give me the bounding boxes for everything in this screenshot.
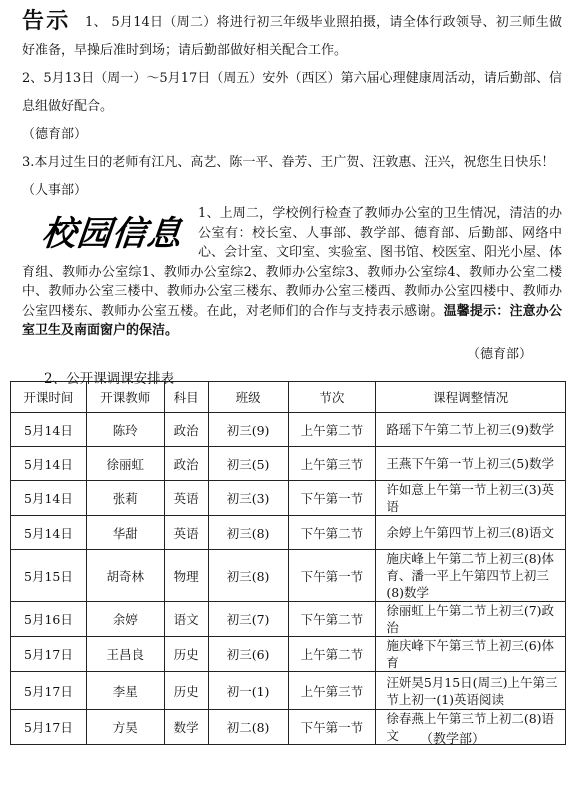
cell-adjustment: 汪妍昊5月15日(周三)上午第三节上初一(1)英语阅读 xyxy=(376,672,566,710)
cell-date: 5月17日 xyxy=(11,637,87,672)
cell-class: 初三(6) xyxy=(208,637,288,672)
notice-item-1 xyxy=(22,8,562,65)
campus-info-signature: （德育部） xyxy=(466,346,532,362)
schedule-table xyxy=(10,381,566,745)
notice-item-2-signature: （德育部） xyxy=(22,127,88,142)
notice-item-1-text: 1、 5月14日（周二）将进行初三年级毕业照拍摄，请全体行政领导、初三师生做好准备，早操后准时到场；请后勤部做好相关配合工作。 xyxy=(22,15,562,58)
cell-period: 下午第二节 xyxy=(288,602,376,637)
campus-info-tip: 温馨提示：注意办公室卫生及南面窗户的保洁。 xyxy=(22,303,562,338)
cell-period: 下午第一节 xyxy=(288,710,376,745)
cell-subject: 历史 xyxy=(164,637,208,672)
cell-class: 初三(8) xyxy=(208,550,288,602)
table-row xyxy=(11,550,566,602)
cell-period: 上午第二节 xyxy=(288,637,376,672)
notice-item-2: 2、5月13日（周一）～5月17日（周五）安外（西区）第六届心理健康周活动，请后勤部、信息组做好配合。 xyxy=(22,71,562,114)
cell-subject: 政治 xyxy=(164,413,208,447)
header-adjustment: 课程调整情况 xyxy=(376,382,566,413)
cell-period: 上午第三节 xyxy=(288,672,376,710)
cell-date: 5月17日 xyxy=(11,710,87,745)
cell-adjustment: 许如意上午第一节上初三(3)英语 xyxy=(376,481,566,516)
cell-period: 下午第一节 xyxy=(288,481,376,516)
cell-teacher: 陈玲 xyxy=(86,413,164,447)
cell-subject: 政治 xyxy=(164,447,208,481)
cell-teacher: 李星 xyxy=(86,672,164,710)
cell-period: 上午第二节 xyxy=(288,413,376,447)
notice-heading: 告示 xyxy=(22,9,71,34)
table-row xyxy=(11,447,566,481)
header-class: 班级 xyxy=(208,382,288,413)
cell-date: 5月17日 xyxy=(11,672,87,710)
cell-subject: 语文 xyxy=(164,602,208,637)
header-teacher: 开课教师 xyxy=(86,382,164,413)
header-period: 节次 xyxy=(288,382,376,413)
cell-class: 初三(8) xyxy=(208,516,288,550)
cell-period: 下午第二节 xyxy=(288,516,376,550)
cell-date: 5月14日 xyxy=(11,481,87,516)
cell-adjustment: 施庆峰下午第三节上初三(6)体育 xyxy=(376,637,566,672)
cell-subject: 英语 xyxy=(164,516,208,550)
cell-adjustment: 徐春燕上午第三节上初二(8)语文 xyxy=(376,710,566,745)
cell-period: 上午第三节 xyxy=(288,447,376,481)
table-row xyxy=(11,672,566,710)
cell-period: 下午第一节 xyxy=(288,550,376,602)
cell-teacher: 王昌良 xyxy=(86,637,164,672)
cell-class: 初一(1) xyxy=(208,672,288,710)
cell-adjustment: 施庆峰上午第二节上初三(8)体育、潘一平上午第四节上初三(8)数学 xyxy=(376,550,566,602)
cell-subject: 英语 xyxy=(164,481,208,516)
notice-section xyxy=(22,8,562,205)
cell-class: 初三(7) xyxy=(208,602,288,637)
cell-class: 初三(9) xyxy=(208,413,288,447)
cell-adjustment: 路瑶下午第二节上初三(9)数学 xyxy=(376,413,566,447)
table-row xyxy=(11,413,566,447)
cell-date: 5月15日 xyxy=(11,550,87,602)
cell-teacher: 张莉 xyxy=(86,481,164,516)
schedule-caption: 2、公开课调课安排表 xyxy=(44,371,175,387)
table-row xyxy=(11,516,566,550)
cell-adjustment: 徐丽虹上午第二节上初三(7)政治 xyxy=(376,602,566,637)
campus-info-text: 1、上周二，学校例行检查了教师办公室的卫生情况，清洁的办公室有：校长室、人事部、教学部、德育部、后勤部、网络中心、会计室、文印室、实验室、图书馆、校医室、阳光小屋、体育组、教师办公室综1、教师办公室综2、教师办公室综3、教师办公室综4、教师办公室二楼中、教师办公室三楼中、教师办公室三楼东、教师办公室三楼西、教师办公室四楼中、教师办公室四楼东、教师办公室五楼。在此，对老师们的合作与支持表示感谢。 xyxy=(22,206,563,319)
cell-date: 5月14日 xyxy=(11,447,87,481)
cell-subject: 历史 xyxy=(164,672,208,710)
cell-teacher: 华甜 xyxy=(86,516,164,550)
cell-subject: 物理 xyxy=(164,550,208,602)
cell-class: 初三(5) xyxy=(208,447,288,481)
schedule-signature: （教学部） xyxy=(420,732,486,747)
campus-info-section xyxy=(22,204,562,364)
cell-teacher: 胡奇林 xyxy=(86,550,164,602)
cell-teacher: 徐丽虹 xyxy=(86,447,164,481)
cell-date: 5月16日 xyxy=(11,602,87,637)
schedule-body xyxy=(11,413,566,745)
cell-date: 5月14日 xyxy=(11,516,87,550)
schedule-header-row xyxy=(11,382,566,413)
notice-item-3: 3.本月过生日的老师有江凡、高艺、陈一平、眷芳、王广贺、汪敦惠、汪兴，祝您生日快乐！ xyxy=(22,155,555,170)
cell-date: 5月14日 xyxy=(11,413,87,447)
table-row xyxy=(11,637,566,672)
header-date: 开课时间 xyxy=(11,382,87,413)
cell-adjustment: 余婷上午第四节上初三(8)语文 xyxy=(376,516,566,550)
table-row xyxy=(11,481,566,516)
notice-item-3-signature: （人事部） xyxy=(22,183,88,198)
cell-teacher: 方昊 xyxy=(86,710,164,745)
cell-adjustment: 王燕下午第一节上初三(5)数学 xyxy=(376,447,566,481)
header-subject: 科目 xyxy=(164,382,208,413)
cell-teacher: 余婷 xyxy=(86,602,164,637)
cell-class: 初三(3) xyxy=(208,481,288,516)
cell-class: 初二(8) xyxy=(208,710,288,745)
table-row xyxy=(11,602,566,637)
cell-subject: 数学 xyxy=(164,710,208,745)
campus-info-title: 校园信息 xyxy=(39,214,185,254)
